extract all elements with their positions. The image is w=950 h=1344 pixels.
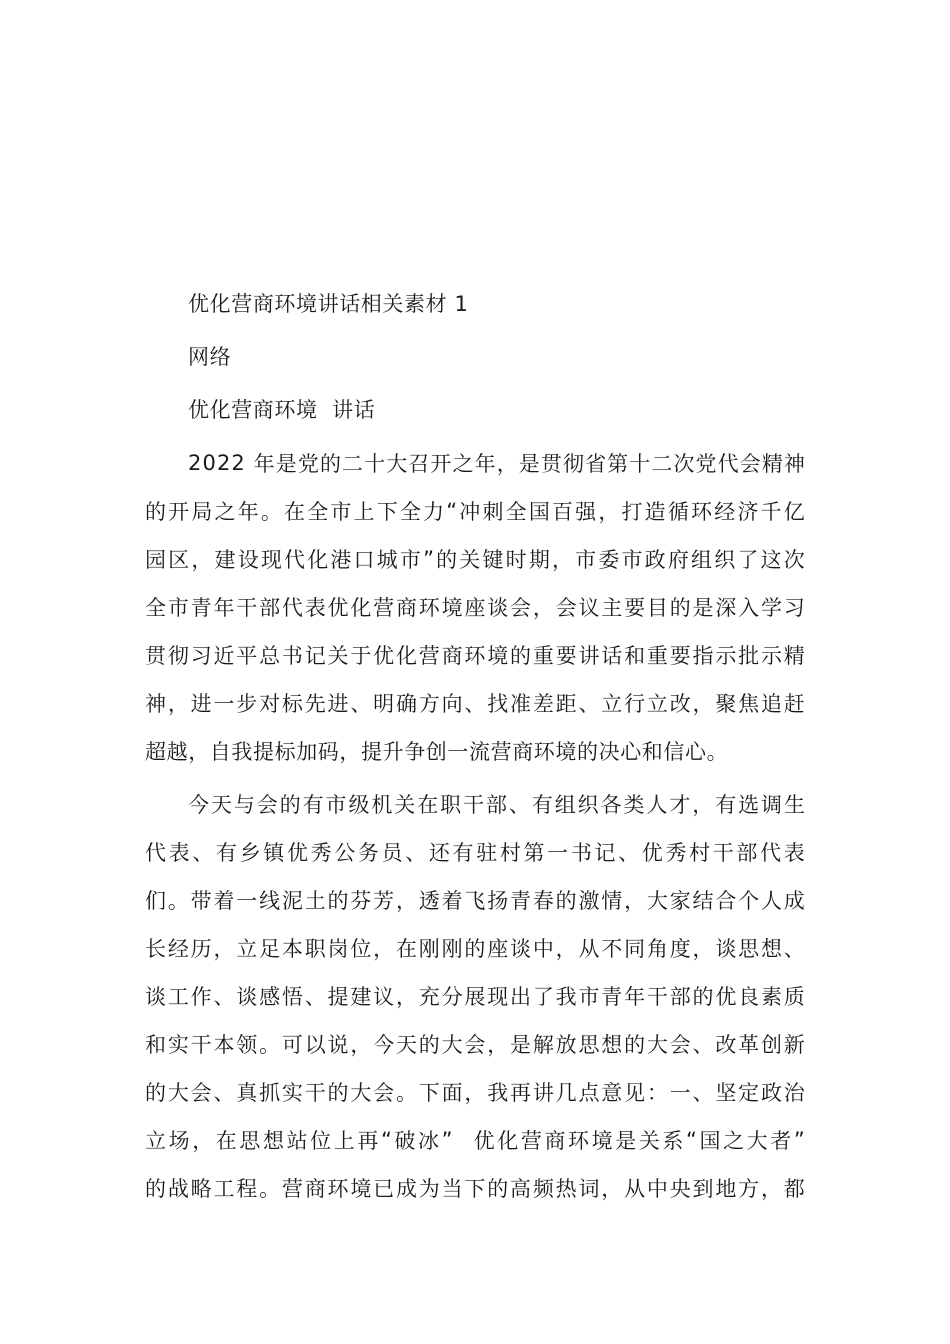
paragraph-line: 和 实 干 本 领 。 可 以 说 ， 今 天 的 大 会 ， 是 解 放 思 想 的 大 会 、 改 革 创 新 — [145, 1033, 805, 1057]
document-source: 网络 — [188, 345, 232, 369]
paragraph-line: 园 区 ， 建 设 现 代 化 港 口 城 市 ” 的 关 键 时 期 ， 市 委 市 政 府 组 织 了 这 次 — [145, 547, 805, 572]
document-subtitle: 优化营商环境 讲话 — [188, 398, 376, 422]
paragraph-1 — [145, 439, 805, 775]
paragraph-line: 2 0 2 2 年 是 党 的 二 十 大 召 开 之 年 ， 是 贯 彻 省 第 十 二 次 党 代 会 精 神 — [188, 451, 805, 476]
paragraph-line: 神 ， 进 一 步 对 标 先 进 、 明 确 方 向 、 找 准 差 距 、 立 行 立 改 ， 聚 焦 追 赶 — [145, 692, 805, 716]
paragraph-line: 们 。 带 着 一 线 泥 土 的 芬 芳 ， 透 着 飞 扬 青 春 的 激 情 ， 大 家 结 合 个 人 成 — [145, 889, 805, 913]
paragraph-line: 全 市 青 年 干 部 代 表 优 化 营 商 环 境 座 谈 会 ， 会 议 主 要 目 的 是 深 入 学 习 — [145, 596, 805, 620]
paragraph-line: 谈 工 作 、 谈 感 悟 、 提 建 议 ， 充 分 展 现 出 了 我 市 青 年 干 部 的 优 良 素 质 — [145, 985, 805, 1009]
paragraph-line: 的 开 局 之 年 。 在 全 市 上 下 全 力 “ 冲 刺 全 国 百 强 ， 打 造 循 环 经 济 千 亿 — [145, 499, 805, 524]
paragraph-line: 今 天 与 会 的 有 市 级 机 关 在 职 干 部 、 有 组 织 各 类 人 才 ， 有 选 调 生 — [188, 793, 805, 817]
paragraph-line: 长 经 历 ， 立 足 本 职 岗 位 ， 在 刚 刚 的 座 谈 中 ， 从 不 同 角 度 ， 谈 思 想 、 — [145, 937, 805, 961]
paragraph-line: 贯 彻 习 近 平 总 书 记 关 于 优 化 营 商 环 境 的 重 要 讲 话 和 重 要 指 示 批 示 精 — [145, 644, 805, 668]
paragraph-line: 超越，自我提标加码，提升争创一流营商环境的决心和信心。 — [145, 740, 729, 764]
paragraph-2 — [145, 780, 805, 1212]
paragraph-line: 代 表 、 有 乡 镇 优 秀 公 务 员 、 还 有 驻 村 第 一 书 记 、 优 秀 村 干 部 代 表 — [145, 841, 805, 865]
paragraph-line: 的 战 略 工 程 。 营 商 环 境 已 成 为 当 下 的 高 频 热 词 ， 从 中 央 到 地 方 ， 都 — [145, 1177, 805, 1201]
document-title: 优化营商环境讲话相关素材 1 — [188, 292, 469, 316]
document-body — [145, 280, 805, 1212]
paragraph-line: 的 大 会 、 真 抓 实 干 的 大 会 。 下 面 ， 我 再 讲 几 点 意 见 ： 一 、 坚 定 政 治 — [145, 1081, 805, 1105]
paragraph-line: 立 场 ， 在 思 想 站 位 上 再 “ 破 冰 ” 优 化 营 商 环 境 是 关 系 “ 国 之 大 者 ” — [145, 1128, 805, 1153]
